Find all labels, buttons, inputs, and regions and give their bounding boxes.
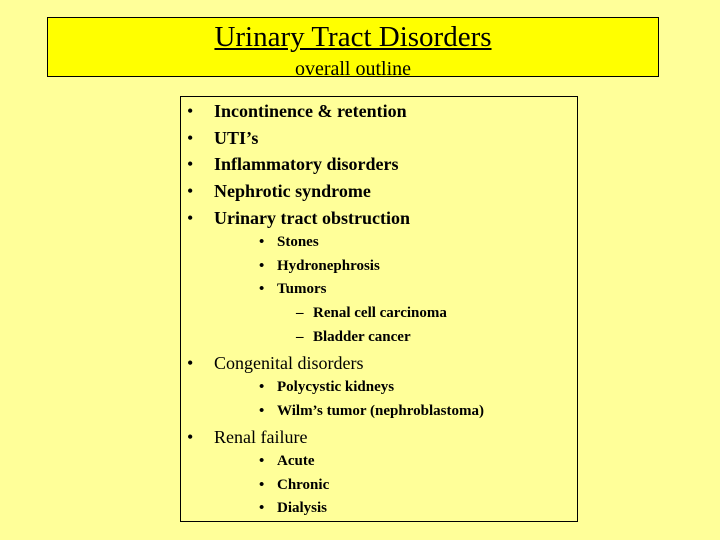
dash: – [296, 305, 304, 321]
bullet: • [187, 181, 194, 201]
outline-item-label: Inflammatory disorders [214, 154, 399, 174]
sub-bullet: • [259, 453, 265, 469]
sub-item-label: Polycystic kidneys [277, 379, 395, 395]
sub-sub-item-label: Bladder cancer [313, 329, 411, 345]
sub-bullet: • [259, 379, 265, 395]
outline-item-label: Urinary tract obstruction [214, 208, 410, 228]
sub-bullet: • [259, 403, 265, 419]
sub-bullet: • [259, 477, 265, 493]
title-box [47, 17, 659, 80]
outline-item-label: Renal failure [214, 427, 308, 447]
bullet: • [187, 208, 194, 228]
bullet: • [187, 101, 194, 121]
dash: – [296, 329, 304, 345]
sub-bullet: • [259, 500, 265, 516]
outline-item-label: Incontinence & retention [214, 101, 407, 121]
outline-item-label: Nephrotic syndrome [214, 181, 371, 201]
outline-item-label: UTI’s [214, 128, 259, 148]
sub-item-label: Stones [277, 234, 319, 250]
sub-bullet: • [259, 281, 265, 297]
outline-box [180, 96, 578, 522]
sub-item-label: Wilm’s tumor (nephroblastoma) [277, 403, 484, 419]
sub-bullet: • [259, 234, 265, 250]
sub-item-label: Hydronephrosis [277, 258, 380, 274]
slide-subtitle: overall outline [294, 58, 412, 80]
sub-sub-item-label: Renal cell carcinoma [313, 305, 447, 321]
bullet: • [187, 353, 194, 373]
bullet: • [187, 154, 194, 174]
sub-item-label: Dialysis [277, 500, 328, 516]
slide-title: Urinary Tract Disorders [214, 21, 492, 53]
outline-item-label: Congenital disorders [214, 353, 364, 373]
sub-item-label: Chronic [277, 477, 330, 493]
sub-item-label: Acute [277, 453, 315, 469]
bullet: • [187, 427, 194, 447]
sub-item-label: Tumors [277, 281, 327, 297]
bullet: • [187, 128, 194, 148]
sub-bullet: • [259, 258, 265, 274]
